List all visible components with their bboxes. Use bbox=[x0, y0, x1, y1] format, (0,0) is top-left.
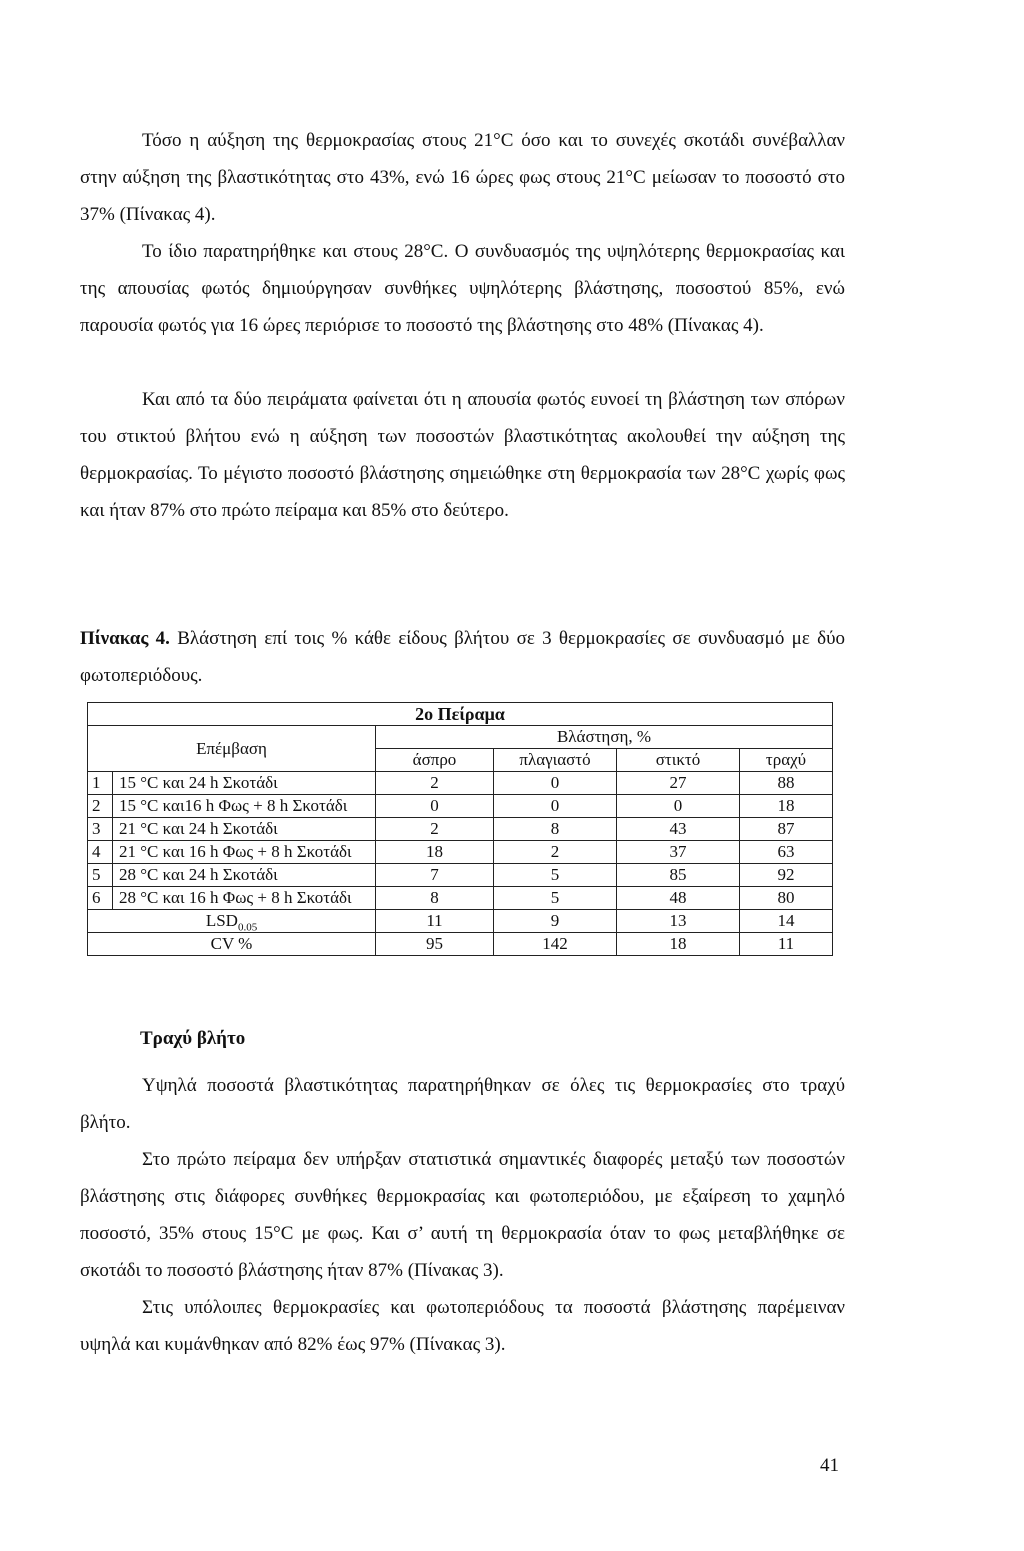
value-cell: 95 bbox=[376, 933, 494, 956]
value-cell: 0 bbox=[617, 795, 740, 818]
value-cell: 87 bbox=[740, 818, 833, 841]
value-cell: 7 bbox=[376, 864, 494, 887]
value-cell: 88 bbox=[740, 772, 833, 795]
treatment-cell: 15 °C και 24 h Σκοτάδι bbox=[113, 772, 376, 795]
value-cell: 18 bbox=[376, 841, 494, 864]
table-caption-label: Πίνακας 4. bbox=[80, 628, 170, 649]
experiment-title: 2ο Πείραμα bbox=[88, 703, 833, 726]
page-number: 41 bbox=[820, 1455, 839, 1476]
table-row bbox=[88, 818, 833, 841]
value-cell: 5 bbox=[494, 864, 617, 887]
value-cell: 80 bbox=[740, 887, 833, 910]
paragraph-temperature-28: Το ίδιο παρατηρήθηκε και στους 28°C. Ο συνδυασμός της υψηλότερης θερμοκρασίας και της απουσίας φωτός δημιούργησαν συνθήκες υψηλότερης βλάστησης, ποσοστού 85%, ενώ παρουσία φωτός για 16 ώρες περιόρισε το ποσοστό της βλάστησης στο 48% (Πίνακας 4). bbox=[80, 241, 845, 336]
value-cell: 11 bbox=[740, 933, 833, 956]
table-row bbox=[88, 887, 833, 910]
species-header: άσπρο bbox=[376, 749, 494, 772]
value-cell: 48 bbox=[617, 887, 740, 910]
value-cell: 2 bbox=[376, 772, 494, 795]
value-cell: 85 bbox=[617, 864, 740, 887]
paragraph-conclusion: Και από τα δύο πειράματα φαίνεται ότι η απουσία φωτός ευνοεί τη βλάστηση των σπόρων του στικτού βλήτου ενώ η αύξηση των ποσοστών βλαστικότητας ακολουθεί την αύξηση της θερμοκρασίας. Το μέγιστο ποσοστό βλάστησης σημειώθηκε στη θερμοκρασία των 28°C χωρίς φως και ήταν 87% στο πρώτο πείραμα και 85% στο δεύτερο. bbox=[80, 389, 845, 521]
value-cell: 9 bbox=[494, 910, 617, 933]
lsd-subscript: 0.05 bbox=[237, 921, 258, 934]
paragraph-first-experiment: Στο πρώτο πείραμα δεν υπήρξαν στατιστικά σημαντικές διαφορές μεταξύ των ποσοστών βλάστησης στις διάφορες συνθήκες θερμοκρασίας και φωτοπεριόδου, με εξαίρεση το χαμηλό ποσοστό, 35% στους 15°C με φως. Και σ’ αυτή τη θερμοκρασία όταν το φως μεταβλήθηκε σε σκοτάδι το ποσοστό βλάστησης ήταν 87% (Πίνακας 3). bbox=[80, 1149, 845, 1281]
value-cell: 27 bbox=[617, 772, 740, 795]
treatment-cell: 28 °C και 16 h Φως + 8 h Σκοτάδι bbox=[113, 887, 376, 910]
cv-label: CV % bbox=[88, 933, 376, 956]
value-cell: 18 bbox=[617, 933, 740, 956]
value-cell: 2 bbox=[494, 841, 617, 864]
paragraph-temperature-21: Τόσο η αύξηση της θερμοκρασίας στους 21°C όσο και το συνεχές σκοτάδι συνέβαλλαν στην αύξηση της βλαστικότητας στο 43%, ενώ 16 ώρες φως στους 21°C μείωσαν το ποσοστό στο 37% (Πίνακας 4). bbox=[80, 130, 845, 225]
paragraph-other-temperatures: Στις υπόλοιπες θερμοκρασίες και φωτοπεριόδους τα ποσοστά βλάστησης παρέμειναν υψηλά και κυμάνθηκαν από 82% έως 97% (Πίνακας 3). bbox=[80, 1297, 845, 1355]
value-cell: 13 bbox=[617, 910, 740, 933]
treatment-cell: 15 °C και16 h Φως + 8 h Σκοτάδι bbox=[113, 795, 376, 818]
table-row bbox=[88, 772, 833, 795]
row-number: 2 bbox=[88, 795, 113, 818]
table-row bbox=[88, 864, 833, 887]
row-number: 3 bbox=[88, 818, 113, 841]
value-cell: 14 bbox=[740, 910, 833, 933]
table-caption-text: Βλάστηση επί τοις % κάθε είδους βλήτου σε 3 θερμοκρασίες σε συνδυασμό με δύο φωτοπεριόδους. bbox=[80, 628, 845, 686]
paragraph-rough-amaranth: Υψηλά ποσοστά βλαστικότητας παρατηρήθηκαν σε όλες τις θερμοκρασίες στο τραχύ βλήτο. bbox=[80, 1075, 845, 1133]
table-header-row bbox=[88, 726, 833, 749]
germination-table bbox=[87, 702, 833, 956]
lsd-label: LSD bbox=[205, 911, 238, 930]
table-row bbox=[88, 795, 833, 818]
table-title-row bbox=[88, 703, 833, 726]
value-cell: 11 bbox=[376, 910, 494, 933]
row-number: 5 bbox=[88, 864, 113, 887]
treatment-cell: 21 °C και 24 h Σκοτάδι bbox=[113, 818, 376, 841]
row-number: 6 bbox=[88, 887, 113, 910]
table-row bbox=[88, 841, 833, 864]
treatment-cell: 28 °C και 24 h Σκοτάδι bbox=[113, 864, 376, 887]
value-cell: 37 bbox=[617, 841, 740, 864]
value-cell: 18 bbox=[740, 795, 833, 818]
value-cell: 43 bbox=[617, 818, 740, 841]
cv-row bbox=[88, 933, 833, 956]
value-cell: 63 bbox=[740, 841, 833, 864]
value-cell: 0 bbox=[494, 772, 617, 795]
value-cell: 2 bbox=[376, 818, 494, 841]
value-cell: 0 bbox=[494, 795, 617, 818]
section-heading: Τραχύ βλήτο bbox=[140, 1028, 246, 1049]
row-number: 1 bbox=[88, 772, 113, 795]
species-header: τραχύ bbox=[740, 749, 833, 772]
table-caption bbox=[80, 620, 845, 694]
value-cell: 142 bbox=[494, 933, 617, 956]
row-number: 4 bbox=[88, 841, 113, 864]
treatment-cell: 21 °C και 16 h Φως + 8 h Σκοτάδι bbox=[113, 841, 376, 864]
value-cell: 5 bbox=[494, 887, 617, 910]
germination-header: Βλάστηση, % bbox=[376, 726, 833, 749]
value-cell: 92 bbox=[740, 864, 833, 887]
lsd-label-cell bbox=[88, 910, 376, 933]
value-cell: 0 bbox=[376, 795, 494, 818]
value-cell: 8 bbox=[494, 818, 617, 841]
species-header: πλαγιαστό bbox=[494, 749, 617, 772]
lsd-row bbox=[88, 910, 833, 933]
value-cell: 8 bbox=[376, 887, 494, 910]
species-header: στικτό bbox=[617, 749, 740, 772]
treatment-header: Επέμβαση bbox=[88, 726, 376, 772]
